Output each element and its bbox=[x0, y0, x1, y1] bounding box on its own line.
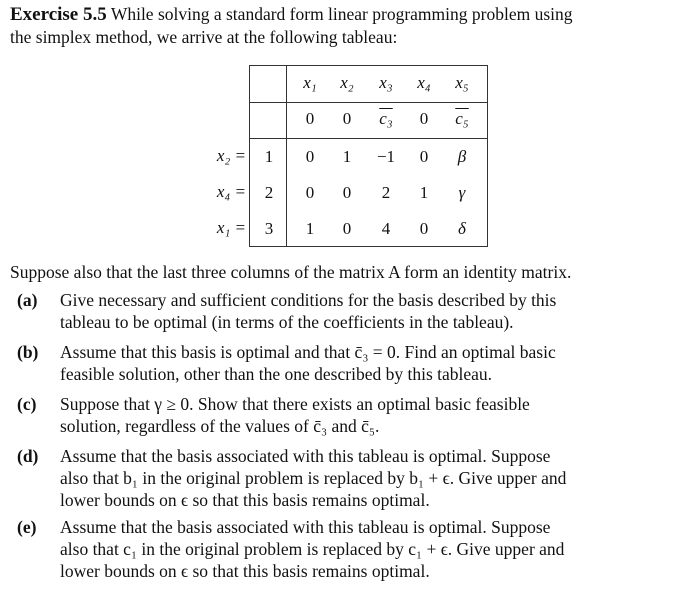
part-label: (e) bbox=[17, 517, 37, 537]
column-header: x₂ bbox=[340, 73, 354, 92]
column-header: x₁ bbox=[303, 73, 317, 92]
reduced-cost-cell: 0 bbox=[342, 109, 352, 128]
part-label: (c) bbox=[17, 394, 37, 414]
column-header: x₅ bbox=[455, 73, 469, 92]
intro-text: Suppose also that the last three columns of the matrix A form an identity matrix. bbox=[10, 262, 572, 282]
basic-variable-label: x₁ = bbox=[216, 218, 246, 237]
part-text-line: feasible solution, other than the one described by this tableau. bbox=[60, 364, 493, 384]
tableau-cell: 1 bbox=[342, 147, 352, 166]
tableau-cell: γ bbox=[458, 183, 466, 202]
column-header: x₃ bbox=[379, 73, 393, 92]
basic-variable-value: 3 bbox=[264, 219, 274, 238]
exercise-label: Exercise 5.5 bbox=[10, 4, 107, 25]
reduced-cost-cell: c₃ bbox=[379, 109, 393, 128]
part-text-line: Assume that the basis associated with this tableau is optimal. Suppose bbox=[60, 446, 551, 466]
tableau-cell: 2 bbox=[381, 183, 391, 202]
exercise-title-line-1 bbox=[10, 3, 573, 26]
part-label: (b) bbox=[17, 342, 39, 362]
part-label: (d) bbox=[17, 446, 39, 466]
basic-variable-value: 1 bbox=[264, 147, 274, 166]
part-text-line: Assume that the basis associated with this tableau is optimal. Suppose bbox=[60, 517, 551, 537]
part-text-line: Give necessary and sufficient conditions for the basis described by this bbox=[60, 290, 557, 310]
tableau-divider-2 bbox=[250, 138, 487, 139]
reduced-cost-cell: c₅ bbox=[455, 109, 469, 128]
tableau-cell: 1 bbox=[305, 219, 315, 238]
basic-variable-label: x₂ = bbox=[216, 146, 246, 165]
simplex-tableau bbox=[249, 65, 488, 247]
reduced-cost-cell: 0 bbox=[305, 109, 315, 128]
tableau-cell: 0 bbox=[342, 219, 352, 238]
tableau-cell: δ bbox=[458, 219, 466, 238]
tableau-cell: 1 bbox=[419, 183, 429, 202]
tableau-cell: 0 bbox=[419, 219, 429, 238]
basic-variable-value: 2 bbox=[264, 183, 274, 202]
part-text-line: Suppose that γ ≥ 0. Show that there exists an optimal basic feasible bbox=[60, 394, 530, 414]
tableau-cell: 0 bbox=[419, 147, 429, 166]
tableau-divider-1 bbox=[250, 102, 487, 103]
tableau-cell: 0 bbox=[305, 147, 315, 166]
part-text-line: also that b₁ in the original problem is replaced by b₁ + ϵ. Give upper and bbox=[60, 468, 567, 488]
basic-variable-label: x₄ = bbox=[216, 182, 246, 201]
part-text-line: lower bounds on ϵ so that this basis remains optimal. bbox=[60, 490, 430, 510]
part-text-line: also that c₁ in the original problem is replaced by c₁ + ϵ. Give upper and bbox=[60, 539, 565, 559]
exercise-title-line-2: the simplex method, we arrive at the following tableau: bbox=[10, 27, 398, 47]
tableau-vertical-divider bbox=[286, 66, 287, 246]
tableau-cell: 4 bbox=[381, 219, 391, 238]
part-text-line: lower bounds on ϵ so that this basis remains optimal. bbox=[60, 561, 430, 581]
title-text: While solving a standard form linear programming problem using bbox=[110, 4, 573, 24]
part-text-line: tableau to be optimal (in terms of the coefficients in the tableau). bbox=[60, 312, 514, 332]
reduced-cost-cell: 0 bbox=[419, 109, 429, 128]
tableau-cell: 0 bbox=[342, 183, 352, 202]
part-label: (a) bbox=[17, 290, 38, 310]
column-header: x₄ bbox=[417, 73, 431, 92]
part-text-line: Assume that this basis is optimal and that c̄₃ = 0. Find an optimal basic bbox=[60, 342, 556, 362]
tableau-cell: β bbox=[457, 147, 467, 166]
tableau-cell: 0 bbox=[305, 183, 315, 202]
tableau-cell: −1 bbox=[376, 147, 396, 166]
part-text-line: solution, regardless of the values of c̄₃ and c̄₅. bbox=[60, 416, 380, 436]
